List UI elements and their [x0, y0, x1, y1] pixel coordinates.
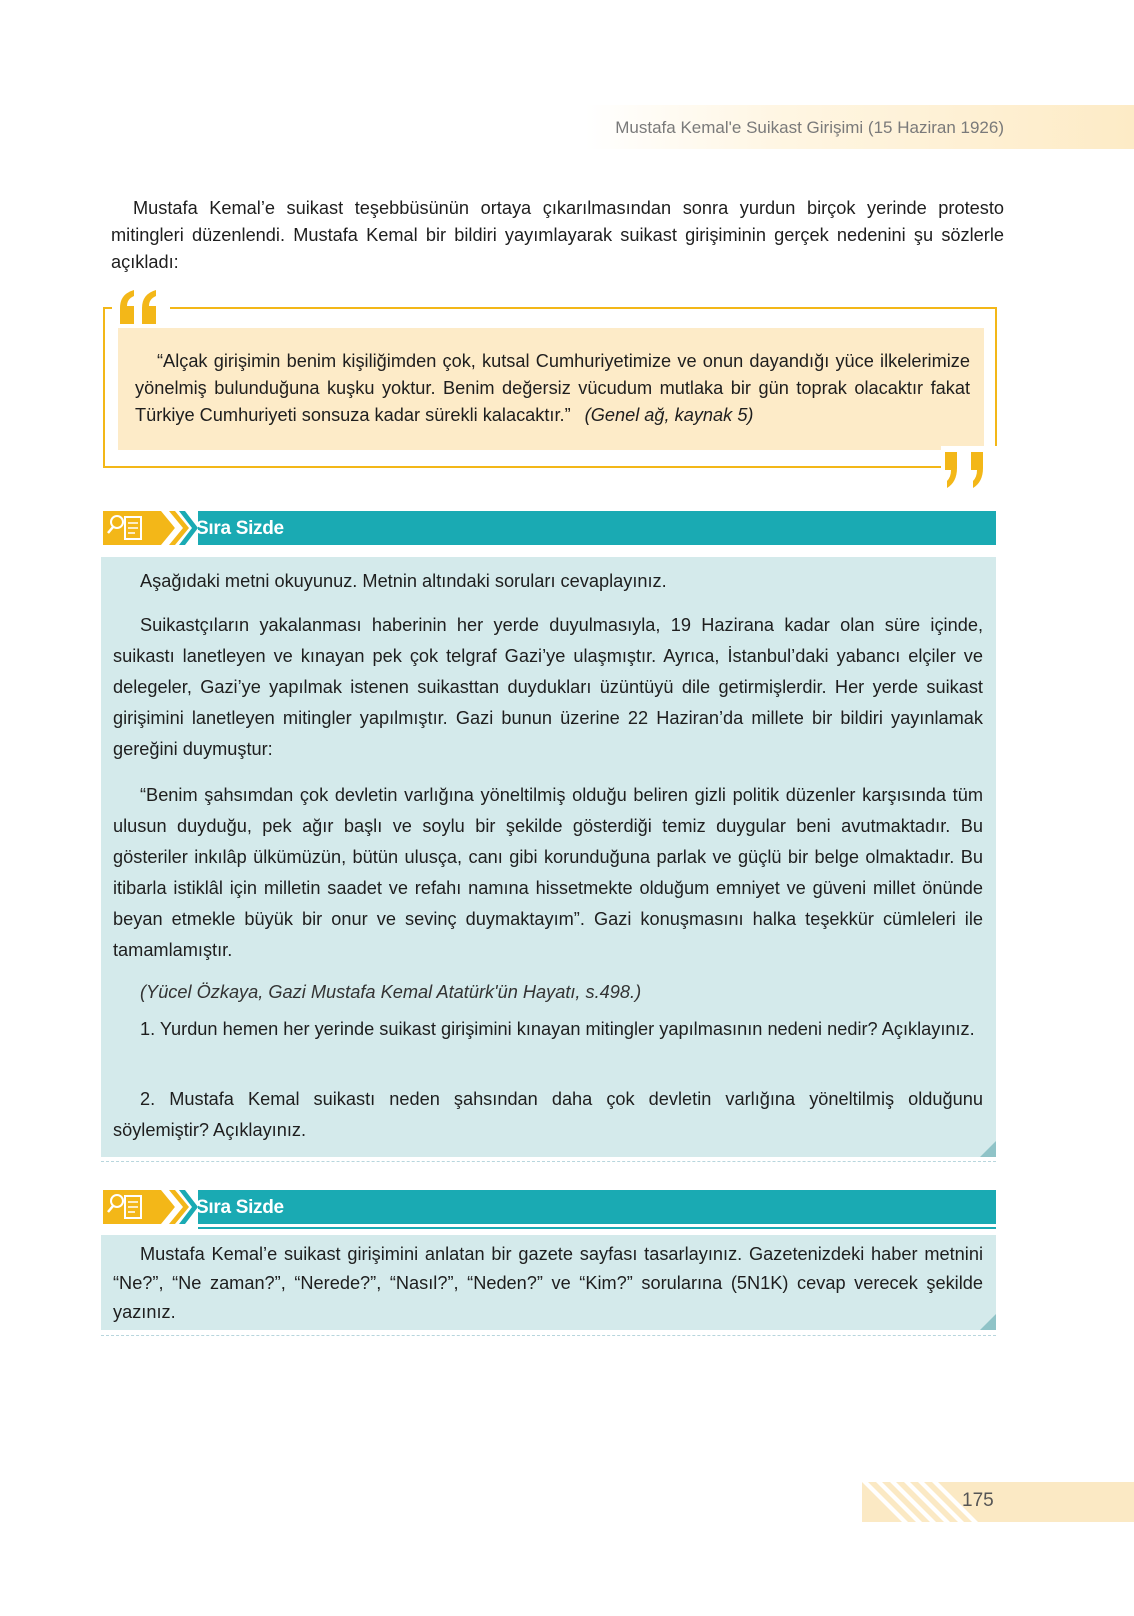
footer-band [862, 1482, 1134, 1522]
activity-1-title: Sıra Sizde [196, 518, 284, 539]
activity-1-question-2: 2. Mustafa Kemal suikastı neden şahsından daha çok devletin varlığına yöneltilmiş olduğunu söylemiştir? Açıklayınız. [113, 1089, 983, 1140]
activity-1-question-1: 1. Yurdun hemen her yerinde suikast girişimini kınayan mitingler yapılmasının nedeni nedir? Açıklayınız. [140, 1019, 975, 1039]
activity-1-icon-area [103, 511, 198, 545]
activity-2-header-underline [198, 1227, 996, 1229]
activity-1-citation: (Yücel Özkaya, Gazi Mustafa Kemal Atatürk'ün Hayatı, s.498.) [140, 982, 642, 1002]
activity-1-divider [101, 1161, 996, 1162]
activity-1-paragraph-2: “Benim şahsımdan çok devletin varlığına yöneltilmiş olduğu beliren gizli politik düzenler karşısında tüm ulusun duyduğu, pek ağır başlı ve soylu bir şekilde gösterdiği temiz duygular beni avutmaktadır. Bu gösteriler inkılâp ülkümüzün, bütün ulusça, canı gibi korunduğuna parlak ve güçlü bir belge olmaktadır. Bu itibarla istiklâl için milletin saadet ve refahı namına hissetmekte olduğum emniyet ve güveni millet önünde beyan etmekle büyük bir onur ve sevinç duymaktayım”. Gazi konuşmasını halka teşekkür cümleleri ile tamamlamıştır. [113, 785, 983, 960]
activity-2-header [103, 1190, 996, 1224]
activity-2-divider [101, 1335, 996, 1336]
quote-source: (Genel ağ, kaynak 5) [584, 405, 754, 425]
activity-1-header [103, 511, 996, 545]
activity-1-instruction: Aşağıdaki metni okuyunuz. Metnin altındaki soruları cevaplayınız. [140, 571, 667, 591]
activity-icon [103, 511, 198, 545]
close-quote-icon [941, 446, 999, 492]
quote-text: “Alçak girişimin benim kişiliğimden çok, kutsal Cumhuriyetimize ve onun dayandığı yüce ilkelerimize yönelmiş bulunduğuna kuşku yoktur. Benim değersiz vücudum mutlaka bir gün toprak olacaktır fakat Türkiye Cumhuriyeti sonsuza kadar sürekli kalacaktır.” [135, 351, 970, 425]
activity-2-title: Sıra Sizde [196, 1197, 284, 1218]
activity-2-icon-area [103, 1190, 198, 1224]
intro-paragraph: Mustafa Kemal’e suikast teşebbüsünün ortaya çıkarılmasından sonra yurdun birçok yerinde protesto mitingleri düzenlendi. Mustafa Kemal bir bildiri yayımlayarak suikast girişiminin gerçek nedenini şu sözlerle açıkladı: [111, 198, 1004, 272]
page-number: 175 [962, 1490, 994, 1511]
activity-icon [103, 1190, 198, 1224]
quote-text-block [135, 348, 970, 429]
running-header-title: Mustafa Kemal'e Suikast Girişimi (15 Haziran 1926) [615, 118, 1004, 137]
open-quote-icon [112, 286, 170, 332]
activity-2-text: Mustafa Kemal’e suikast girişimini anlatan bir gazete sayfası tasarlayınız. Gazetenizdeki haber metnini “Ne?”, “Ne zaman?”, “Nerede?”, “Nasıl?”, “Neden?” ve “Kim?” sorularına (5N1K) cevap verecek şekilde yazınız. [113, 1244, 983, 1322]
activity-1-paragraph-1: Suikastçıların yakalanması haberinin her yerde duyulmasıyla, 19 Hazirana kadar olan süre içinde, suikastı lanetleyen ve kınayan pek çok telgraf Gazi’ye ulaşmıştır. Ayrıca, İstanbul’daki yabancı elçiler ve delegeler, Gazi’ye yapılmak istenen suikasttan duydukları üzüntüyü dile getirmişlerdir. Her yerde suikast girişimini lanetleyen mitingler yapılmıştır. Gazi bunun üzerine 22 Haziran’da millete bir bildiri yayınlamak gereğini duymuştur: [113, 615, 983, 759]
